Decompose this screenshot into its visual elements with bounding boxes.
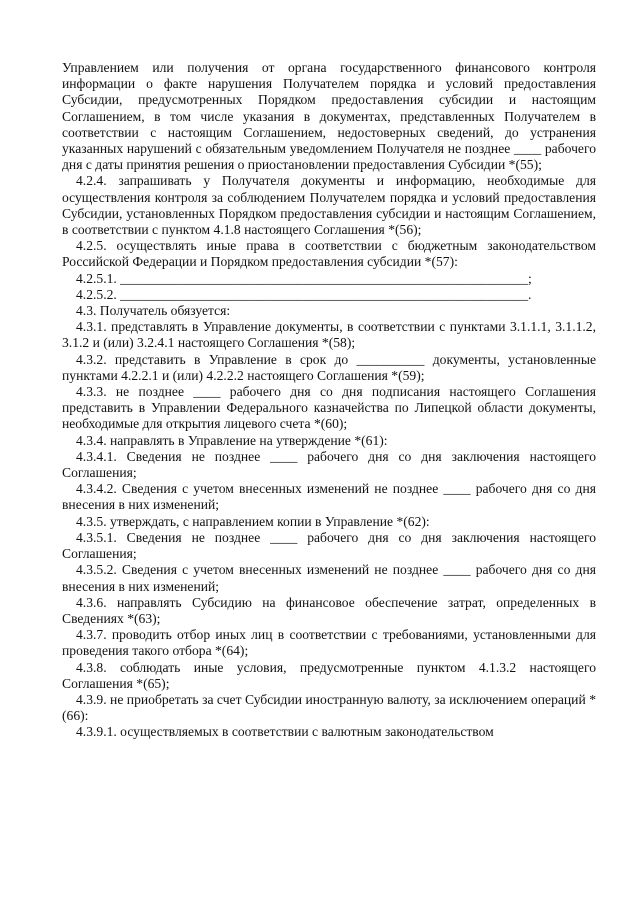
document-page bbox=[62, 60, 596, 741]
paragraph-4-3-4-2: 4.3.4.2. Сведения с учетом внесенных изменений не позднее ____ рабочего дня со дня внесения в них изменений; bbox=[62, 481, 596, 513]
paragraph-4-3-7: 4.3.7. проводить отбор иных лиц в соответствии с требованиями, установленными для проведения такого отбора *(64); bbox=[62, 627, 596, 659]
paragraph-4-2-5-2: 4.2.5.2. ____________________________________________________________. bbox=[76, 286, 532, 302]
paragraph-4-3-9: 4.3.9. не приобретать за счет Субсидии иностранную валюту, за исключением операций *(66): bbox=[62, 691, 596, 724]
paragraph-55-continuation: Управлением или получения от органа государственного финансового контроля информации о факте нарушения Получателем порядка и условий предоставления Субсидии, предусмотренных Порядком предоставления субсидии и настоящим Соглашением, в том числе указания в документах, представленных Получателем в соответствии с настоящим Соглашением, недостоверных сведений, до устранения указанных нарушений с обязательным уведомлением Получателя не позднее ____ рабочего дня с даты принятия решения о приостановлении предоставления Субсидии *(55); bbox=[62, 60, 596, 173]
paragraph-4-3-4: 4.3.4. направлять в Управление на утверждение *(61): bbox=[76, 432, 388, 448]
paragraph-4-3-9-1: 4.3.9.1. осуществляемых в соответствии с валютным законодательством bbox=[76, 724, 494, 740]
paragraph-4-3-5-2: 4.3.5.2. Сведения с учетом внесенных изменений не позднее ____ рабочего дня со дня внесения в них изменений; bbox=[62, 562, 596, 594]
paragraph-4-3-6: 4.3.6. направлять Субсидию на финансовое обеспечение затрат, определенных в Сведениях *(63); bbox=[62, 594, 596, 626]
paragraph-4-2-5-1: 4.2.5.1. ____________________________________________________________; bbox=[76, 270, 532, 286]
paragraph-4-2-4: 4.2.4. запрашивать у Получателя документы и информацию, необходимые для осуществления контроля за соблюдением Получателем порядка и условий предоставления Субсидии, установленных Порядком предоставления субсидии и настоящим Соглашением, в соответствии с пунктом 4.1.8 настоящего Соглашения *(56); bbox=[62, 173, 596, 238]
paragraph-4-3-3: 4.3.3. не позднее ____ рабочего дня со дня подписания настоящего Соглашения представить в Управлении Федерального казначейства по Липецкой области документы, необходимые для открытия лицевого счета *(60); bbox=[62, 384, 596, 432]
paragraph-4-3-1: 4.3.1. представлять в Управление документы, в соответствии с пунктами 3.1.1.1, 3.1.1.2, 3.1.2 и (или) 3.2.4.1 настоящего Соглашения *(58); bbox=[62, 319, 596, 351]
paragraph-4-3-2: 4.3.2. представить в Управление в срок до __________ документы, установленные пунктами 4.2.2.1 и (или) 4.2.2.2 настоящего Соглашения *(59); bbox=[62, 351, 596, 383]
paragraph-4-3: 4.3. Получатель обязуется: bbox=[76, 303, 231, 319]
paragraph-4-3-5-1: 4.3.5.1. Сведения не позднее ____ рабочего дня со дня заключения настоящего Соглашения; bbox=[62, 529, 596, 562]
paragraph-4-3-8: 4.3.8. соблюдать иные условия, предусмотренные пунктом 4.1.3.2 настоящего Соглашения *(65); bbox=[62, 659, 596, 691]
paragraph-4-3-4-1: 4.3.4.1. Сведения не позднее ____ рабочего дня со дня заключения настоящего Соглашения; bbox=[62, 448, 596, 481]
paragraph-4-2-5: 4.2.5. осуществлять иные права в соответствии с бюджетным законодательством Российской Федерации и Порядком предоставления субсидии *(57): bbox=[62, 238, 596, 270]
paragraph-4-3-5: 4.3.5. утверждать, с направлением копии в Управление *(62): bbox=[76, 513, 430, 529]
